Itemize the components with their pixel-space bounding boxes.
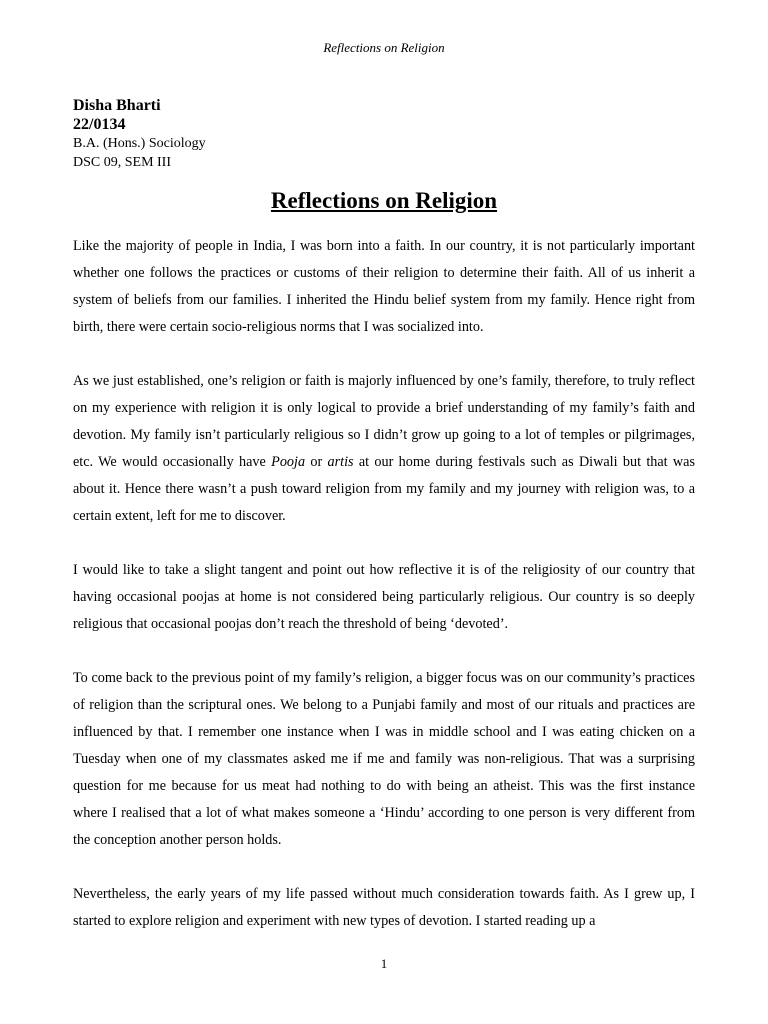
paragraph-2-emphasis-artis: artis — [327, 454, 354, 470]
document-title: Reflections on Religion — [270, 188, 498, 213]
paragraph-2-text-a: As we just established, one’s religion or faith is majorly influenced by one’s family, therefore, to truly reflect on my experience with religion it is only logical to provide a brief understanding of my family’s faith and devotion. My family isn’t particularly religious so I didn’t grow up going to a lot of temples or pilgrimages, etc. We would occasionally have — [73, 373, 695, 470]
author-paper: DSC 09, SEM III — [73, 155, 172, 170]
page-number: 1 — [380, 956, 388, 971]
author-course: B.A. (Hons.) Sociology — [73, 136, 206, 151]
paragraph-1: Like the majority of people in India, I was born into a faith. In our country, it is not particularly important whether one follows the practices or customs of their religion to determine their faith. All of us inherit a system of beliefs from our families. I inherited the Hindu belief system from my family. Hence right from birth, there were certain socio-religious norms that I was socialized into. — [73, 238, 695, 335]
author-name: Disha Bharti — [73, 97, 161, 114]
paragraph-2 — [73, 368, 695, 530]
author-block — [73, 96, 206, 172]
paragraph-5: Nevertheless, the early years of my life passed without much consideration towards faith. As I grew up, I started to explore religion and experiment with new types of devotion. I started reading up a — [73, 886, 695, 929]
paragraph-2-emphasis-pooja: Pooja — [271, 454, 306, 470]
running-header: Reflections on Religion — [323, 40, 445, 55]
document-body — [73, 233, 695, 962]
paragraph-2-text-c: at our home during festivals such as Diwali but that was about it. Hence there wasn’t a push toward religion from my family and my journey with religion was, to a certain extent, left for me to discover. — [73, 454, 695, 524]
paragraph-3: I would like to take a slight tangent and point out how reflective it is of the religiosity of our country that having occasional poojas at home is not considered being particularly religious. Our country is so deeply religious that occasional poojas don’t reach the threshold of being ‘devoted’. — [73, 562, 695, 632]
paragraph-2-text-b: or — [305, 454, 328, 470]
paragraph-4: To come back to the previous point of my family’s religion, a bigger focus was on our community’s practices of religion than the scriptural ones. We belong to a Punjabi family and most of our rituals and practices are influenced by that. I remember one instance when I was in middle school and I was eating chicken on a Tuesday when one of my classmates asked me if me and family was non-religious. That was a surprising question for me because for us meat had nothing to do with being an atheist. This was the first instance where I realised that a lot of what makes someone a ‘Hindu’ according to one person is very different from the conception another person holds. — [73, 670, 695, 848]
author-roll-number: 22/0134 — [73, 116, 126, 133]
